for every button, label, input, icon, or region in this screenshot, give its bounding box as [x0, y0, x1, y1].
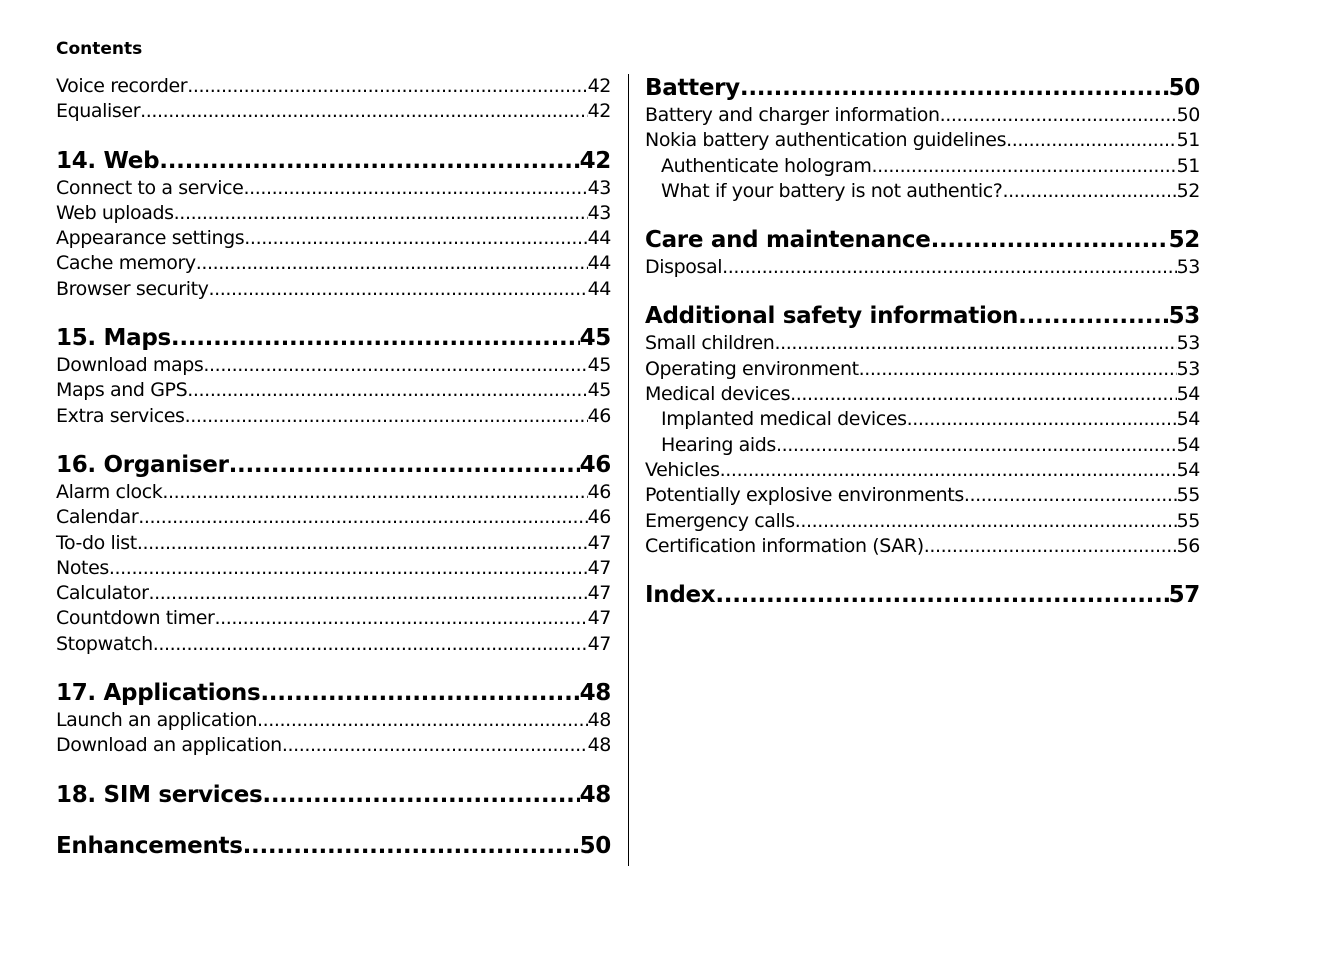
toc-page-number: 48 — [587, 734, 611, 757]
toc-section-heading[interactable] — [56, 832, 611, 861]
toc-entry-title: Vehicles — [645, 458, 720, 481]
toc-leader-dots — [209, 277, 588, 302]
toc-page-number: 51 — [1176, 129, 1200, 152]
toc-entry[interactable] — [645, 154, 1200, 179]
toc-entry-title: Implanted medical devices — [661, 408, 907, 431]
toc-entry[interactable] — [645, 433, 1200, 458]
toc-page-number: 53 — [1168, 303, 1200, 330]
toc-entry-title: Operating environment — [645, 357, 859, 380]
toc-entry-title: Stopwatch — [56, 632, 153, 655]
toc-leader-dots — [776, 433, 1177, 458]
toc-leader-dots — [162, 480, 587, 505]
toc-page-number: 52 — [1168, 227, 1200, 254]
toc-page-number: 50 — [1176, 104, 1200, 126]
toc-entry[interactable] — [56, 378, 611, 403]
toc-entry-title: Extra services — [56, 404, 185, 427]
toc-leader-dots — [244, 226, 587, 251]
toc-leader-dots — [722, 255, 1176, 280]
toc-entry[interactable] — [56, 531, 611, 556]
toc-leader-dots — [1002, 179, 1176, 204]
toc-page-number: 50 — [579, 832, 611, 859]
toc-page-number: 47 — [587, 607, 611, 630]
toc-entry-title: Calendar — [56, 506, 139, 529]
toc-entry[interactable] — [56, 480, 611, 505]
toc-entry[interactable] — [56, 99, 611, 124]
toc-entry-title: Connect to a service — [56, 176, 244, 199]
toc-entry-title: Certification information (SAR) — [645, 534, 924, 557]
toc-entry-title: Battery and charger information — [645, 104, 940, 126]
toc-leader-dots — [1006, 128, 1177, 153]
toc-leader-dots — [859, 357, 1177, 382]
toc-leader-dots — [159, 147, 579, 176]
toc-page-number: 48 — [587, 709, 611, 732]
toc-leader-dots — [790, 382, 1176, 407]
toc-section-heading[interactable] — [56, 451, 611, 480]
toc-leader-dots — [203, 353, 587, 378]
toc-leader-dots — [1018, 302, 1168, 331]
toc-entry-title: Nokia battery authentication guidelines — [645, 129, 1007, 152]
toc-entry[interactable] — [645, 534, 1200, 559]
toc-page-number: 54 — [1176, 408, 1200, 431]
toc-entry-title: What if your battery is not authentic? — [661, 179, 1003, 202]
toc-entry-title: Cache memory — [56, 252, 196, 275]
toc-leader-dots — [214, 606, 587, 631]
toc-leader-dots — [260, 679, 579, 708]
toc-page-number: 53 — [1176, 256, 1200, 279]
toc-entry[interactable] — [645, 179, 1200, 204]
toc-entry-title: 14. Web — [56, 147, 160, 174]
toc-entry-title: Web uploads — [56, 201, 174, 224]
toc-entry-title: 17. Applications — [56, 680, 261, 707]
toc-leader-dots — [187, 378, 587, 403]
toc-entry[interactable] — [56, 353, 611, 378]
toc-leader-dots — [907, 407, 1177, 432]
toc-entry-title: Browser security — [56, 277, 209, 300]
toc-page-number: 54 — [1176, 458, 1200, 481]
toc-entry-title: Emergency calls — [645, 509, 795, 532]
toc-leader-dots — [229, 451, 580, 480]
toc-leader-dots — [137, 531, 588, 556]
toc-page-number: 44 — [587, 252, 611, 275]
toc-entry[interactable] — [56, 505, 611, 530]
toc-entry-title: Alarm clock — [56, 480, 163, 503]
toc-entry-title: Download an application — [56, 734, 282, 757]
toc-page-number: 53 — [1176, 332, 1200, 355]
toc-entry-title: Download maps — [56, 354, 204, 377]
toc-leader-dots — [149, 581, 588, 606]
toc-leader-dots — [109, 556, 588, 581]
toc-entry-title: Additional safety information — [645, 303, 1019, 330]
toc-entry-title: Countdown timer — [56, 607, 215, 630]
toc-entry-title: Medical devices — [645, 383, 791, 406]
toc-page-number: 45 — [579, 325, 611, 352]
toc-leader-dots — [720, 458, 1177, 483]
toc-leader-dots — [243, 176, 587, 201]
toc-leader-dots — [871, 154, 1176, 179]
toc-entry[interactable] — [56, 581, 611, 606]
toc-section-heading[interactable] — [645, 302, 1200, 331]
toc-entry[interactable] — [56, 733, 611, 758]
toc-entry-title: Disposal — [645, 256, 723, 279]
toc-leader-dots — [185, 404, 588, 429]
toc-leader-dots — [153, 632, 588, 657]
toc-entry[interactable] — [56, 404, 611, 429]
toc-entry-title: Enhancements — [56, 832, 243, 859]
toc-entry[interactable] — [56, 176, 611, 201]
toc-section-heading[interactable] — [56, 679, 611, 708]
toc-entry[interactable] — [645, 255, 1200, 280]
toc-leader-dots — [140, 99, 588, 124]
toc-page-number: 48 — [579, 781, 611, 808]
toc-left-column — [56, 74, 611, 861]
toc-entry-title: Small children — [645, 332, 775, 355]
toc-page-number: 42 — [579, 147, 611, 174]
toc-entry-title: Potentially explosive environments — [645, 484, 964, 507]
toc-page-number: 44 — [587, 227, 611, 250]
toc-section-heading[interactable] — [56, 147, 611, 176]
toc-entry-title: Hearing aids — [661, 433, 776, 456]
toc-entry[interactable] — [645, 128, 1200, 153]
toc-entry[interactable] — [56, 251, 611, 276]
toc-page-number: 42 — [587, 100, 611, 123]
toc-page-number: 47 — [587, 556, 611, 579]
toc-right-column — [645, 74, 1200, 610]
toc-entry[interactable] — [645, 407, 1200, 432]
toc-page-number: 55 — [1176, 484, 1200, 507]
toc-page-number: 51 — [1176, 154, 1200, 177]
toc-leader-dots — [196, 251, 588, 276]
toc-page-number: 45 — [587, 354, 611, 377]
toc-entry[interactable] — [56, 226, 611, 251]
toc-entry-title: Calculator — [56, 582, 149, 605]
toc-leader-dots — [795, 509, 1177, 534]
toc-entry-title: Launch an application — [56, 709, 257, 732]
toc-page-number: 46 — [579, 451, 611, 478]
toc-entry[interactable] — [645, 382, 1200, 407]
toc-page-number: 47 — [587, 632, 611, 655]
toc-leader-dots — [174, 201, 588, 226]
toc-leader-dots — [931, 226, 1169, 255]
toc-page-number: 47 — [587, 582, 611, 605]
toc-entry-title: Equaliser — [56, 100, 141, 123]
toc-entry-title: 16. Organiser — [56, 451, 229, 478]
toc-page-number: 54 — [1176, 383, 1200, 406]
toc-page-number: 45 — [587, 379, 611, 402]
toc-page-number: 54 — [1176, 433, 1200, 456]
toc-entry[interactable] — [56, 708, 611, 733]
toc-page-number: 57 — [1168, 582, 1200, 609]
toc-section-heading[interactable] — [56, 781, 611, 810]
toc-page-number: 44 — [587, 277, 611, 300]
toc-leader-dots — [282, 733, 588, 758]
toc-entry-title: Care and maintenance — [645, 227, 931, 254]
toc-entry-title: Maps and GPS — [56, 379, 188, 402]
toc-leader-dots — [171, 324, 580, 353]
toc-entry[interactable] — [645, 357, 1200, 382]
toc-page-number: 46 — [587, 480, 611, 503]
toc-page-number: 43 — [587, 201, 611, 224]
toc-entry[interactable] — [645, 103, 1200, 128]
toc-entry[interactable] — [56, 606, 611, 631]
toc-leader-dots — [715, 581, 1168, 610]
toc-leader-dots — [138, 505, 587, 530]
toc-entry-title: Appearance settings — [56, 227, 245, 250]
toc-entry[interactable] — [56, 201, 611, 226]
toc-page-number: 50 — [1168, 75, 1200, 101]
page-header: Contents — [56, 39, 143, 59]
toc-entry[interactable] — [56, 74, 611, 99]
toc-leader-dots — [262, 781, 579, 810]
toc-entry[interactable] — [56, 277, 611, 302]
toc-leader-dots — [243, 832, 580, 861]
toc-entry[interactable] — [645, 509, 1200, 534]
toc-leader-dots — [774, 331, 1176, 356]
toc-entry-title: Voice recorder — [56, 75, 188, 97]
toc-leader-dots — [740, 74, 1169, 103]
toc-page-number: 52 — [1176, 179, 1200, 202]
toc-entry[interactable] — [56, 556, 611, 581]
toc-leader-dots — [257, 708, 588, 733]
toc-entry-title: 18. SIM services — [56, 781, 263, 808]
toc-page-number: 43 — [587, 176, 611, 199]
toc-page-number: 47 — [587, 531, 611, 554]
toc-entry-title: 15. Maps — [56, 325, 171, 352]
toc-page-number: 55 — [1176, 509, 1200, 532]
toc-entry[interactable] — [645, 483, 1200, 508]
toc-entry-title: Notes — [56, 556, 109, 579]
toc-entry-title: To-do list — [56, 531, 137, 554]
toc-page-number: 42 — [587, 75, 611, 97]
toc-page-number: 48 — [579, 680, 611, 707]
toc-page-number: 53 — [1176, 357, 1200, 380]
toc-leader-dots — [964, 483, 1177, 508]
toc-leader-dots — [187, 74, 587, 99]
toc-page-number: 46 — [587, 506, 611, 529]
toc-page-number: 46 — [587, 404, 611, 427]
column-divider — [628, 74, 629, 866]
toc-entry-title: Index — [645, 582, 716, 609]
toc-leader-dots — [940, 103, 1177, 128]
toc-section-heading[interactable] — [645, 226, 1200, 255]
toc-leader-dots — [924, 534, 1177, 559]
toc-entry[interactable] — [645, 458, 1200, 483]
toc-section-heading[interactable] — [56, 324, 611, 353]
toc-entry-title: Battery — [645, 75, 740, 101]
toc-entry[interactable] — [56, 632, 611, 657]
toc-entry[interactable] — [645, 331, 1200, 356]
toc-section-heading[interactable] — [645, 74, 1200, 103]
toc-entry-title: Authenticate hologram — [661, 154, 872, 177]
toc-section-heading[interactable] — [645, 581, 1200, 610]
toc-page-number: 56 — [1176, 534, 1200, 557]
